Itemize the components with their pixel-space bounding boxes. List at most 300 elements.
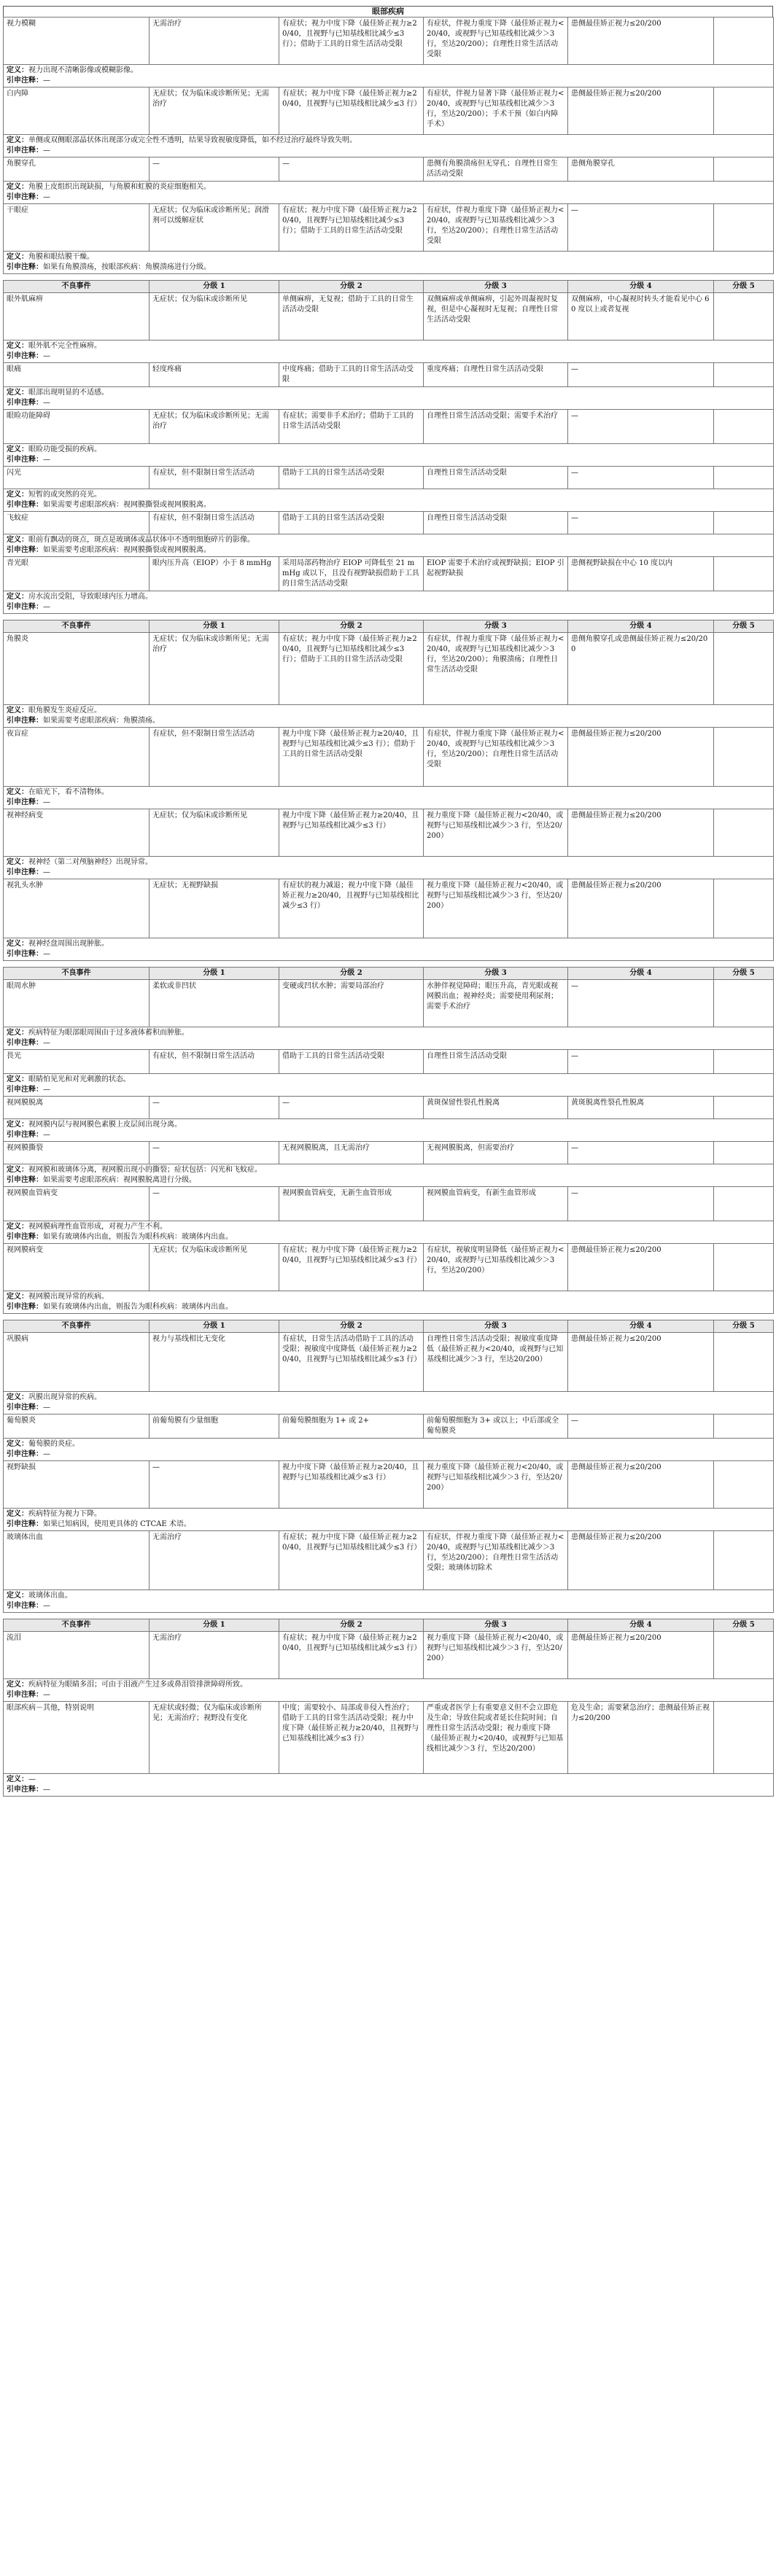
grade-3-cell: 黄斑保留性裂孔性脱离 bbox=[424, 1097, 568, 1119]
header-grade-3: 分级 3 bbox=[424, 281, 568, 293]
definition-label: 定义： bbox=[7, 940, 28, 948]
definition-row bbox=[4, 489, 774, 512]
grade-3-cell: 重度疼痛；自理性日常生活活动受限 bbox=[424, 363, 568, 387]
event-row bbox=[4, 1531, 774, 1590]
grade-4-cell: — bbox=[568, 410, 714, 444]
section-gap bbox=[3, 1314, 773, 1320]
grade-4-cell: 患侧最佳矫正视力≤20/200 bbox=[568, 17, 714, 65]
definition-row bbox=[4, 787, 774, 809]
grade-1-cell: 有症状，但不限制日常生活活动 bbox=[150, 1050, 279, 1074]
definition-label: 定义： bbox=[7, 1393, 28, 1401]
event-row bbox=[4, 512, 774, 534]
navigational-note-label: 引申注释： bbox=[7, 950, 43, 958]
navigational-note-text: — bbox=[43, 1404, 50, 1412]
event-name: 流泪 bbox=[4, 1632, 150, 1679]
header-event: 不良事件 bbox=[4, 968, 150, 980]
definition-text: 眼角膜发生炎症反应。 bbox=[28, 707, 101, 715]
navigational-note-label: 引申注释： bbox=[7, 399, 43, 407]
definition-label: 定义： bbox=[7, 389, 28, 397]
grade-2-cell: 有症状；需要非手术治疗；借助于工具的日常生活活动受限 bbox=[279, 410, 424, 444]
definition-row bbox=[4, 182, 774, 204]
grade-5-cell bbox=[714, 512, 774, 534]
event-name: 眼周水肿 bbox=[4, 980, 150, 1027]
navigational-note-text: — bbox=[43, 798, 50, 806]
definition-text: 眼睛怕见光和对光刺激的状态。 bbox=[28, 1075, 131, 1083]
header-grade-3: 分级 3 bbox=[424, 1320, 568, 1333]
grade-5-cell bbox=[714, 17, 774, 65]
navigational-note-label: 引申注释： bbox=[7, 263, 43, 271]
grade-4-cell: 双侧麻痹，中心凝视时转头才能看见中心 60 度以上或者复视 bbox=[568, 293, 714, 341]
grade-1-cell: 无症状；仅为临床或诊断所见；无需治疗 bbox=[150, 87, 279, 135]
navigational-note-label: 引申注释： bbox=[7, 1303, 43, 1311]
definition-text: 眼前有飘动的斑点，斑点是玻璃体或晶状体中不透明细胞碎片的影像。 bbox=[28, 536, 255, 544]
event-row bbox=[4, 363, 774, 387]
event-name: 葡萄膜炎 bbox=[4, 1415, 150, 1439]
definition-cell bbox=[4, 1027, 774, 1050]
grade-3-cell: 自理性日常生活活动受限；需要手术治疗 bbox=[424, 410, 568, 444]
definition-row bbox=[4, 387, 774, 410]
definition-cell bbox=[4, 135, 774, 157]
definition-text: 在暗光下，看不清物体。 bbox=[28, 788, 109, 796]
grade-5-cell bbox=[714, 557, 774, 591]
grade-1-cell: 无需治疗 bbox=[150, 1632, 279, 1679]
grade-1-cell: 柔软或非凹状 bbox=[150, 980, 279, 1027]
navigational-note-label: 引申注释： bbox=[7, 1039, 43, 1047]
definition-label: 定义： bbox=[7, 183, 28, 191]
event-row bbox=[4, 879, 774, 938]
event-row bbox=[4, 728, 774, 787]
grade-3-cell: 自理性日常生活活动受限 bbox=[424, 512, 568, 534]
grade-2-cell: 有症状；视力中度下降（最佳矫正视力≥20/40，且视野与已知基线相比减少≤3 行）；借助于工具的日常生活活动受限 bbox=[279, 204, 424, 252]
definition-cell bbox=[4, 1221, 774, 1244]
definition-cell bbox=[4, 65, 774, 87]
grade-5-cell bbox=[714, 1050, 774, 1074]
definition-text: 视网膜和玻璃体分离，视网膜出现小的撕裂；症状包括：闪光和飞蚊症。 bbox=[28, 1166, 262, 1174]
definition-label: 定义： bbox=[7, 136, 28, 144]
grade-5-cell bbox=[714, 879, 774, 938]
definition-text: 房水流出受阻，导致眼球内压力增高。 bbox=[28, 593, 152, 601]
navigational-note-label: 引申注释： bbox=[7, 546, 43, 554]
grade-2-cell: 无视网膜脱离，且无需治疗 bbox=[279, 1142, 424, 1164]
grade-2-cell: 有症状；视力中度下降（最佳矫正视力≥20/40，且视野与已知基线相比减少≤3 行）；借助于工具的日常生活活动受限 bbox=[279, 17, 424, 65]
header-row bbox=[4, 281, 774, 293]
grade-1-cell: 无症状；仅为临床或诊断所见；无需治疗 bbox=[150, 410, 279, 444]
definition-cell bbox=[4, 534, 774, 557]
grade-2-cell: 中度；需要较小、局部或非侵入性治疗；借助于工具的日常生活活动受限；视力中度下降（最佳矫正视力≥20/40，且视野与已知基线相比减少≤3 行） bbox=[279, 1702, 424, 1774]
grade-3-cell: 视网膜血管病变，有新生血管形成 bbox=[424, 1187, 568, 1221]
header-grade-2: 分级 2 bbox=[279, 968, 424, 980]
grade-1-cell: 有症状，但不限制日常生活活动 bbox=[150, 467, 279, 489]
definition-row bbox=[4, 938, 774, 961]
event-name: 视神经病变 bbox=[4, 809, 150, 857]
definition-row bbox=[4, 1392, 774, 1415]
definition-row bbox=[4, 1509, 774, 1531]
grade-2-cell: 有症状；视力中度下降（最佳矫正视力≥20/40，且视野与已知基线相比减少≤3 行） bbox=[279, 1632, 424, 1679]
definition-text: 眼外肌不完全性麻痹。 bbox=[28, 342, 101, 350]
definition-cell bbox=[4, 1164, 774, 1187]
grade-4-cell: 患侧最佳矫正视力≤20/200 bbox=[568, 1632, 714, 1679]
definition-cell bbox=[4, 591, 774, 614]
navigational-note-label: 引申注释： bbox=[7, 1786, 43, 1794]
grade-4-cell: 患侧最佳矫正视力≤20/200 bbox=[568, 1333, 714, 1392]
navigational-note-text: — bbox=[43, 456, 50, 464]
navigational-note-label: 引申注释： bbox=[7, 147, 43, 155]
ae-table bbox=[3, 620, 774, 961]
ae-table bbox=[3, 1320, 774, 1613]
grade-5-cell bbox=[714, 1333, 774, 1392]
definition-row bbox=[4, 252, 774, 274]
grade-2-cell: 视网膜血管病变，无新生血管形成 bbox=[279, 1187, 424, 1221]
event-row bbox=[4, 1415, 774, 1439]
header-grade-2: 分级 2 bbox=[279, 281, 424, 293]
navigational-note-label: 引申注释： bbox=[7, 1602, 43, 1610]
grade-3-cell: 水肿伴视觉障碍；眼压升高，青光眼或视网膜出血；视神经炎；需要使用利尿剂；需要手术治疗 bbox=[424, 980, 568, 1027]
grade-2-cell: 视力中度下降（最佳矫正视力≥20/40，且视野与已知基线相比减少≤3 行） bbox=[279, 809, 424, 857]
header-grade-1: 分级 1 bbox=[150, 1320, 279, 1333]
header-row bbox=[4, 1320, 774, 1333]
definition-label: 定义： bbox=[7, 1029, 28, 1037]
navigational-note-text: 如果有玻璃体内出血，则报告为眼科疾病：玻璃体内出血。 bbox=[43, 1233, 233, 1241]
grade-5-cell bbox=[714, 1187, 774, 1221]
definition-label: 定义： bbox=[7, 1510, 28, 1518]
grade-3-cell: 严重或者医学上有重要意义但不会立即危及生命；导致住院或者延长住院时间；自理性日常生活活动受限；视力重度下降（最佳矫正视力<20/40，或视野与已知基线相比减少＞3 行，至达20/200） bbox=[424, 1702, 568, 1774]
grade-4-cell: 患侧最佳矫正视力≤20/200 bbox=[568, 809, 714, 857]
definition-text: 玻璃体出血。 bbox=[28, 1592, 72, 1600]
navigational-note-label: 引申注释： bbox=[7, 1131, 43, 1139]
event-name: 眼痛 bbox=[4, 363, 150, 387]
navigational-note-text: — bbox=[43, 77, 50, 85]
grade-4-cell: 患侧最佳矫正视力≤20/200 bbox=[568, 87, 714, 135]
grade-3-cell: EIOP 需要手术治疗或视野缺损；EIOP 引起视野缺损 bbox=[424, 557, 568, 591]
definition-label: 定义： bbox=[7, 858, 28, 866]
definition-row bbox=[4, 1164, 774, 1187]
definition-row bbox=[4, 444, 774, 467]
definition-text: 眼睑功能受损的疾病。 bbox=[28, 445, 101, 454]
grade-1-cell: — bbox=[150, 1142, 279, 1164]
event-name: 闪光 bbox=[4, 467, 150, 489]
grade-4-cell: — bbox=[568, 204, 714, 252]
grade-1-cell: — bbox=[150, 1187, 279, 1221]
definition-text: 巩膜出现异常的疾病。 bbox=[28, 1393, 101, 1401]
section-gap bbox=[3, 1613, 773, 1619]
grade-5-cell bbox=[714, 809, 774, 857]
navigational-note-label: 引申注释： bbox=[7, 1086, 43, 1094]
event-row bbox=[4, 1461, 774, 1509]
ae-table bbox=[3, 967, 774, 1314]
definition-label: 定义： bbox=[7, 536, 28, 544]
grade-4-cell: — bbox=[568, 1415, 714, 1439]
grade-2-cell: 视力中度下降（最佳矫正视力≥20/40，且视野与已知基线相比减少≤3 行） bbox=[279, 1461, 424, 1509]
definition-text: 视神经盘周围出现肿胀。 bbox=[28, 940, 109, 948]
definition-cell bbox=[4, 1392, 774, 1415]
event-row bbox=[4, 557, 774, 591]
grade-3-cell: 有症状，伴视力显著下降（最佳矫正视力<20/40，或视野与已知基线相比减少＞3 行，至达20/200）；手术干预（如白内障手术） bbox=[424, 87, 568, 135]
event-name: 干眼症 bbox=[4, 204, 150, 252]
definition-cell bbox=[4, 444, 774, 467]
header-row bbox=[4, 620, 774, 633]
grade-1-cell: 无需治疗 bbox=[150, 1531, 279, 1590]
grade-2-cell: 前葡萄膜细胞为 1+ 或 2+ bbox=[279, 1415, 424, 1439]
navigational-note-text: — bbox=[43, 399, 50, 407]
event-row bbox=[4, 204, 774, 252]
event-name: 视网膜血管病变 bbox=[4, 1187, 150, 1221]
grade-1-cell: 无症状；仅为临床或诊断所见 bbox=[150, 293, 279, 341]
navigational-note-text: — bbox=[43, 1602, 50, 1610]
grade-2-cell: 借助于工具的日常生活活动受限 bbox=[279, 1050, 424, 1074]
grade-5-cell bbox=[714, 467, 774, 489]
navigational-note-label: 引申注释： bbox=[7, 193, 43, 201]
event-row bbox=[4, 293, 774, 341]
definition-row bbox=[4, 857, 774, 879]
grade-5-cell bbox=[714, 293, 774, 341]
grade-5-cell bbox=[714, 87, 774, 135]
navigational-note-text: — bbox=[43, 950, 50, 958]
grade-5-cell bbox=[714, 1415, 774, 1439]
event-name: 眼睑功能障碍 bbox=[4, 410, 150, 444]
section-gap bbox=[3, 274, 773, 280]
grade-1-cell: 有症状，但不限制日常生活活动 bbox=[150, 728, 279, 787]
grade-4-cell: 患侧最佳矫正视力≤20/200 bbox=[568, 1531, 714, 1590]
header-row bbox=[4, 968, 774, 980]
definition-text: 角膜和眼结膜干燥。 bbox=[28, 253, 94, 261]
event-row bbox=[4, 467, 774, 489]
definition-label: 定义： bbox=[7, 1166, 28, 1174]
navigational-note-text: — bbox=[43, 1039, 50, 1047]
definition-cell bbox=[4, 387, 774, 410]
definition-cell bbox=[4, 938, 774, 961]
header-grade-4: 分级 4 bbox=[568, 281, 714, 293]
grade-3-cell: 无视网膜脱离，但需要治疗 bbox=[424, 1142, 568, 1164]
grade-2-cell: — bbox=[279, 157, 424, 182]
navigational-note-label: 引申注释： bbox=[7, 1404, 43, 1412]
navigational-note-label: 引申注释： bbox=[7, 717, 43, 725]
definition-row bbox=[4, 1291, 774, 1314]
definition-row bbox=[4, 1221, 774, 1244]
definition-label: 定义： bbox=[7, 788, 28, 796]
event-name: 夜盲症 bbox=[4, 728, 150, 787]
definition-label: 定义： bbox=[7, 1775, 28, 1783]
grade-5-cell bbox=[714, 157, 774, 182]
definition-label: 定义： bbox=[7, 593, 28, 601]
grade-4-cell: 患侧角膜穿孔 bbox=[568, 157, 714, 182]
navigational-note-text: — bbox=[43, 352, 50, 360]
navigational-note-text: — bbox=[43, 193, 50, 201]
definition-text: 视神经（第二对颅脑神经）出现异常。 bbox=[28, 858, 152, 866]
definition-label: 定义： bbox=[7, 1592, 28, 1600]
navigational-note-label: 引申注释： bbox=[7, 1520, 43, 1528]
definition-row bbox=[4, 1774, 774, 1797]
event-name: 眼外肌麻痹 bbox=[4, 293, 150, 341]
header-grade-4: 分级 4 bbox=[568, 968, 714, 980]
grade-4-cell: 危及生命；需要紧急治疗；患侧最佳矫正视力≤20/200 bbox=[568, 1702, 714, 1774]
grade-5-cell bbox=[714, 1244, 774, 1291]
definition-label: 定义： bbox=[7, 445, 28, 454]
grade-4-cell: 患侧最佳矫正视力≤20/200 bbox=[568, 1244, 714, 1291]
grade-1-cell: 有症状，但不限制日常生活活动 bbox=[150, 512, 279, 534]
event-name: 巩膜病 bbox=[4, 1333, 150, 1392]
definition-text: 视网膜病理性血管形成，对视力产生不利。 bbox=[28, 1223, 167, 1231]
grade-2-cell: — bbox=[279, 1097, 424, 1119]
navigational-note-label: 引申注释： bbox=[7, 1691, 43, 1699]
event-row bbox=[4, 980, 774, 1027]
grade-1-cell: 眼内压升高（EIOP）小于 8 mmHg bbox=[150, 557, 279, 591]
event-row bbox=[4, 1187, 774, 1221]
grade-1-cell: — bbox=[150, 1461, 279, 1509]
event-name: 视网膜脱离 bbox=[4, 1097, 150, 1119]
event-row bbox=[4, 1244, 774, 1291]
navigational-note-text: 如果有玻璃体内出血，则报告为眼科疾病：玻璃体内出血。 bbox=[43, 1303, 233, 1311]
grade-4-cell: — bbox=[568, 1187, 714, 1221]
grade-2-cell: 有症状；视力中度下降（最佳矫正视力≥20/40，且视野与已知基线相比减少≤3 行） bbox=[279, 1531, 424, 1590]
grade-5-cell bbox=[714, 363, 774, 387]
grade-3-cell: 自理性日常生活活动受限；视敏度重度降低（最佳矫正视力<20/40，或视野与已知基线相比减少＞3 行，至达20/200） bbox=[424, 1333, 568, 1392]
header-grade-3: 分级 3 bbox=[424, 620, 568, 633]
definition-row bbox=[4, 341, 774, 363]
event-row bbox=[4, 87, 774, 135]
event-name: 玻璃体出血 bbox=[4, 1531, 150, 1590]
grade-3-cell: 视力重度下降（最佳矫正视力<20/40，或视野与已知基线相比减少＞3 行，至达20/200） bbox=[424, 1632, 568, 1679]
definition-label: 定义： bbox=[7, 66, 28, 74]
grade-3-cell: 患侧有角膜溃疡但无穿孔；自理性日常生活活动受限 bbox=[424, 157, 568, 182]
grade-4-cell: 患侧最佳矫正视力≤20/200 bbox=[568, 728, 714, 787]
definition-text: 短暂的或突然的亮光。 bbox=[28, 491, 101, 499]
grade-3-cell: 有症状，伴视力重度下降（最佳矫正视力<20/40，或视野与已知基线相比减少＞3 行，至达20/200）；自理性日常生活活动受限；玻璃体切除术 bbox=[424, 1531, 568, 1590]
header-grade-1: 分级 1 bbox=[150, 968, 279, 980]
definition-text: 视网膜出现异常的疾病。 bbox=[28, 1293, 109, 1301]
definition-cell bbox=[4, 1679, 774, 1702]
event-row bbox=[4, 410, 774, 444]
definition-row bbox=[4, 1679, 774, 1702]
event-name: 角膜穿孔 bbox=[4, 157, 150, 182]
definition-cell bbox=[4, 1291, 774, 1314]
grade-3-cell: 自理性日常生活活动受限 bbox=[424, 1050, 568, 1074]
definition-cell bbox=[4, 705, 774, 728]
header-grade-5: 分级 5 bbox=[714, 1320, 774, 1333]
event-name: 视网膜病变 bbox=[4, 1244, 150, 1291]
grade-3-cell: 双侧麻痹或单侧麻痹，引起外周凝视时复视，但是中心凝视时无复视；自理性日常生活活动受限 bbox=[424, 293, 568, 341]
header-row bbox=[4, 1619, 774, 1632]
event-row bbox=[4, 17, 774, 65]
header-grade-3: 分级 3 bbox=[424, 968, 568, 980]
definition-label: 定义： bbox=[7, 491, 28, 499]
event-name: 畏光 bbox=[4, 1050, 150, 1074]
navigational-note-text: — bbox=[43, 1786, 50, 1794]
grade-1-cell: 无需治疗 bbox=[150, 17, 279, 65]
grade-4-cell: — bbox=[568, 363, 714, 387]
grade-1-cell: 前葡萄膜有少量细胞 bbox=[150, 1415, 279, 1439]
grade-4-cell: 黄斑脱离性裂孔性脱离 bbox=[568, 1097, 714, 1119]
navigational-note-label: 引申注释： bbox=[7, 1450, 43, 1458]
grade-5-cell bbox=[714, 728, 774, 787]
grade-1-cell: 视力与基线相比无变化 bbox=[150, 1333, 279, 1392]
header-grade-2: 分级 2 bbox=[279, 1320, 424, 1333]
header-grade-1: 分级 1 bbox=[150, 281, 279, 293]
definition-cell bbox=[4, 787, 774, 809]
grade-2-cell: 采用局部药物治疗 EIOP 可降低至 21 mmHg 或以下，且没有视野缺损借助于工具的日常生活活动受限 bbox=[279, 557, 424, 591]
definition-label: 定义： bbox=[7, 1121, 28, 1129]
navigational-note-label: 引申注释： bbox=[7, 1176, 43, 1184]
navigational-note-text: 如果有角膜溃疡，按眼部疾病：角膜溃疡进行分级。 bbox=[43, 263, 211, 271]
definition-cell bbox=[4, 1119, 774, 1142]
header-grade-3: 分级 3 bbox=[424, 1619, 568, 1632]
definition-text: 疾病特征为眼睛多泪；可由于泪液产生过多或鼻泪管排泄障碍所致。 bbox=[28, 1681, 247, 1689]
grade-4-cell: — bbox=[568, 512, 714, 534]
event-name: 白内障 bbox=[4, 87, 150, 135]
navigational-note-label: 引申注释： bbox=[7, 456, 43, 464]
section-gap bbox=[3, 614, 773, 620]
definition-cell bbox=[4, 857, 774, 879]
event-name: 视乳头水肿 bbox=[4, 879, 150, 938]
navigational-note-label: 引申注释： bbox=[7, 1233, 43, 1241]
navigational-note-text: 如果需要考虑眼部疾病：视网膜撕裂或视网膜脱离。 bbox=[43, 501, 211, 509]
definition-row bbox=[4, 1027, 774, 1050]
header-event: 不良事件 bbox=[4, 281, 150, 293]
grade-3-cell: 视力重度下降（最佳矫正视力<20/40，或视野与已知基线相比减少＞3 行，至达20/200） bbox=[424, 879, 568, 938]
grade-3-cell: 前葡萄膜细胞为 3+ 或以上；中后部或全葡萄膜炎 bbox=[424, 1415, 568, 1439]
grade-4-cell: 患侧角膜穿孔或患侧最佳矫正视力≤20/200 bbox=[568, 633, 714, 705]
navigational-note-label: 引申注释： bbox=[7, 352, 43, 360]
grade-1-cell: 无症状；仅为临床或诊断所见；无需治疗 bbox=[150, 633, 279, 705]
grade-2-cell: 有症状；视力中度下降（最佳矫正视力≥20/40，且视野与已知基线相比减少≤3 行） bbox=[279, 1244, 424, 1291]
definition-row bbox=[4, 534, 774, 557]
grade-3-cell: 自理性日常生活活动受限 bbox=[424, 467, 568, 489]
grade-4-cell: — bbox=[568, 980, 714, 1027]
grade-2-cell: 有症状，日常生活活动借助于工具的活动受限；视敏度中度降低（最佳矫正视力≥20/40，且视野与已知基线相比减少≤3 行） bbox=[279, 1333, 424, 1392]
grade-2-cell: 有症状；视力中度下降（最佳矫正视力≥20/40，且视野与已知基线相比减少≤3 行） bbox=[279, 87, 424, 135]
grade-1-cell: — bbox=[150, 1097, 279, 1119]
header-grade-4: 分级 4 bbox=[568, 1619, 714, 1632]
navigational-note-text: 如果需要考虑眼部疾病：视网膜撕裂或视网膜脱离。 bbox=[43, 546, 211, 554]
grade-1-cell: 无症状；仅为临床或诊断所见；润滑剂可以缓解症状 bbox=[150, 204, 279, 252]
definition-row bbox=[4, 1119, 774, 1142]
header-grade-1: 分级 1 bbox=[150, 1619, 279, 1632]
navigational-note-text: 如果已知病因，使用更具体的 CTCAE 术语。 bbox=[43, 1520, 191, 1528]
definition-label: 定义： bbox=[7, 342, 28, 350]
navigational-note-label: 引申注释： bbox=[7, 798, 43, 806]
navigational-note-text: — bbox=[43, 1131, 50, 1139]
grade-3-cell: 有症状，伴视力重度下降（最佳矫正视力<20/40，或视野与已知基线相比减少＞3 行，至达20/200）；自理性日常生活活动受限 bbox=[424, 728, 568, 787]
grade-4-cell: 患侧视野缺损在中心 10 度以内 bbox=[568, 557, 714, 591]
definition-text: 眼部出现明显的不适感。 bbox=[28, 389, 109, 397]
event-name: 角膜炎 bbox=[4, 633, 150, 705]
event-name: 青光眼 bbox=[4, 557, 150, 591]
section-gap bbox=[3, 961, 773, 967]
event-row bbox=[4, 1333, 774, 1392]
definition-label: 定义： bbox=[7, 1440, 28, 1448]
navigational-note-text: — bbox=[43, 1086, 50, 1094]
event-row bbox=[4, 1702, 774, 1774]
grade-4-cell: 患侧最佳矫正视力≤20/200 bbox=[568, 879, 714, 938]
definition-text: 视网膜内层与视网膜色素膜上皮层间出现分离。 bbox=[28, 1121, 182, 1129]
event-name: 飞蚊症 bbox=[4, 512, 150, 534]
navigational-note-label: 引申注释： bbox=[7, 603, 43, 611]
grade-2-cell: 视力中度下降（最佳矫正视力≥20/40，且视野与已知基线相比减少≤3 行）；借助于工具的日常生活活动受限 bbox=[279, 728, 424, 787]
header-grade-2: 分级 2 bbox=[279, 620, 424, 633]
grade-5-cell bbox=[714, 1702, 774, 1774]
definition-cell bbox=[4, 1074, 774, 1097]
definition-row bbox=[4, 705, 774, 728]
grade-5-cell bbox=[714, 410, 774, 444]
grade-3-cell: 有症状，伴视力重度下降（最佳矫正视力<20/40，或视野与已知基线相比减少＞3 行，至达20/200）；自理性日常生活活动受限 bbox=[424, 204, 568, 252]
event-row bbox=[4, 1097, 774, 1119]
grade-4-cell: — bbox=[568, 467, 714, 489]
definition-row bbox=[4, 1074, 774, 1097]
event-name: 视力模糊 bbox=[4, 17, 150, 65]
ae-table bbox=[3, 280, 774, 614]
navigational-note-text: — bbox=[43, 1450, 50, 1458]
definition-cell bbox=[4, 1774, 774, 1797]
definition-text: 角膜上皮组织出现缺损，与角膜和虹膜的炎症细胞相关。 bbox=[28, 183, 211, 191]
